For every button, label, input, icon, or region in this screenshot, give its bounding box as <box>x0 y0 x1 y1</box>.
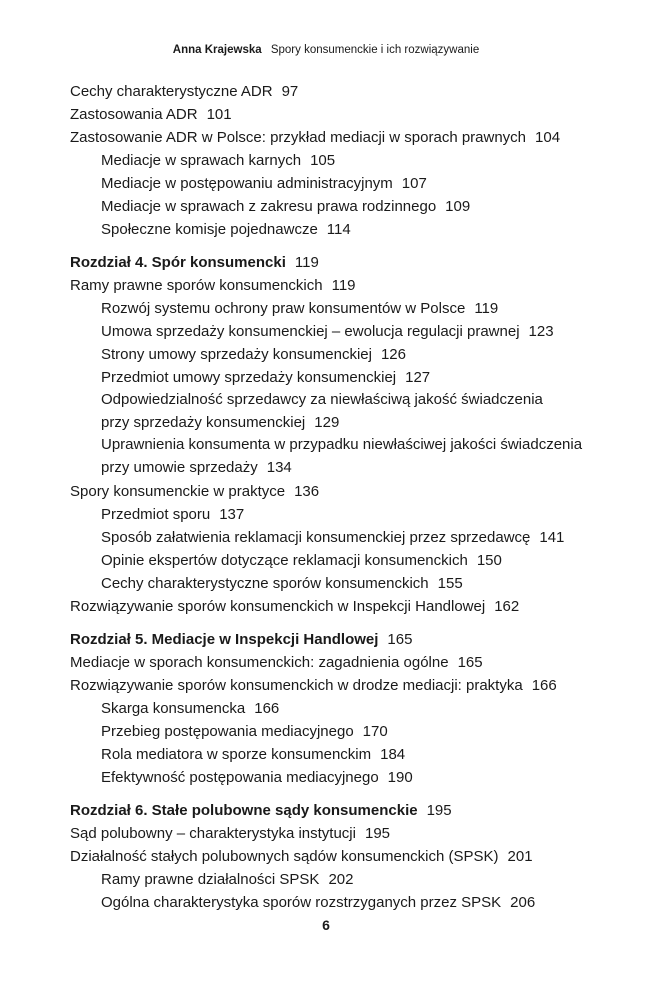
page-ref: 195 <box>364 824 391 842</box>
table-of-contents <box>70 80 630 914</box>
entry-title: Ogólna charakterystyka sporów rozstrzyganych przez SPSK <box>101 893 502 911</box>
toc-entry <box>70 366 630 389</box>
page-ref: 105 <box>310 152 336 169</box>
toc-entry <box>70 80 630 103</box>
chapter-title: Rozdział 4. Spór konsumencki <box>70 254 286 271</box>
page-ref: 114 <box>326 221 351 238</box>
toc-entry <box>70 195 630 218</box>
chapter-heading <box>70 628 630 651</box>
running-header <box>0 44 652 56</box>
page-ref: 202 <box>328 870 354 888</box>
page-ref: 166 <box>254 699 280 717</box>
toc-entry <box>70 595 630 618</box>
entry-title: Przedmiot umowy sprzedaży konsumenckiej <box>101 369 397 386</box>
page-ref: 170 <box>362 722 388 740</box>
entry-title: Przebieg postępowania mediacyjnego <box>101 722 354 740</box>
entry-title: Opinie ekspertów dotyczące reklamacji konsumenckich <box>101 551 468 569</box>
toc-entry <box>70 103 630 126</box>
entry-title: Społeczne komisje pojednawcze <box>101 221 318 238</box>
toc-entry <box>70 274 630 297</box>
page-ref: 101 <box>206 106 232 123</box>
entry-title: Mediacje w postępowaniu administracyjnym <box>101 175 393 192</box>
entry-title-continuation: przy umowie sprzedaży <box>101 459 258 477</box>
entry-title: Zastosowania ADR <box>70 106 198 123</box>
entry-title: Skarga konsumencka <box>101 699 246 717</box>
page-ref: 141 <box>539 528 565 546</box>
toc-entry-continuation <box>70 412 630 435</box>
page-ref: 119 <box>331 277 356 294</box>
page-ref: 195 <box>426 801 452 819</box>
toc-entry <box>70 389 630 412</box>
toc-entry <box>70 868 630 891</box>
page-ref: 126 <box>380 346 406 363</box>
toc-entry <box>70 572 630 595</box>
page-ref: 127 <box>405 369 431 386</box>
entry-title: Mediacje w sprawach karnych <box>101 152 302 169</box>
toc-entry <box>70 720 630 743</box>
toc-entry <box>70 343 630 366</box>
toc-entry <box>70 172 630 195</box>
header-author: Anna Krajewska <box>172 44 262 56</box>
chapter-heading <box>70 799 630 822</box>
chapter-title: Rozdział 6. Stałe polubowne sądy konsumenckie <box>70 801 418 819</box>
toc-entry <box>70 297 630 320</box>
entry-title: Rozwiązywanie sporów konsumenckich w Inspekcji Handlowej <box>70 597 486 615</box>
entry-title: Zastosowanie ADR w Polsce: przykład mediacji w sporach prawnych <box>70 129 527 146</box>
page-ref: 97 <box>281 83 299 100</box>
toc-entry <box>70 651 630 674</box>
entry-title-continuation: przy sprzedaży konsumenckiej <box>101 413 306 431</box>
entry-title: Cechy charakterystyczne sporów konsumenckich <box>101 574 429 592</box>
page-ref: 134 <box>266 459 292 477</box>
page-number: 6 <box>322 917 330 933</box>
entry-title: Cechy charakterystyczne ADR <box>70 83 273 100</box>
toc-entry <box>70 434 630 457</box>
entry-title: Ramy prawne działalności SPSK <box>101 870 320 888</box>
entry-title: Mediacje w sprawach z zakresu prawa rodzinnego <box>101 198 437 215</box>
page-ref: 155 <box>437 574 463 592</box>
toc-entry <box>70 126 630 149</box>
entry-title: Odpowiedzialność sprzedawcy za niewłaściwą jakość świadczenia <box>101 391 543 408</box>
page-ref: 165 <box>457 653 483 671</box>
page-ref: 119 <box>474 300 499 317</box>
toc-entry <box>70 320 630 343</box>
page-ref: 136 <box>294 482 320 500</box>
entry-title: Rozwiązywanie sporów konsumenckich w drodze mediacji: praktyka <box>70 676 523 694</box>
toc-entry <box>70 743 630 766</box>
toc-entry <box>70 526 630 549</box>
toc-entry-continuation <box>70 457 630 480</box>
page-ref: 206 <box>510 893 536 911</box>
toc-entry <box>70 766 630 789</box>
entry-title: Strony umowy sprzedaży konsumenckiej <box>101 346 372 363</box>
page-ref: 165 <box>387 630 413 648</box>
page-ref: 104 <box>535 129 561 146</box>
page-ref: 119 <box>294 254 319 271</box>
chapter-title: Rozdział 5. Mediacje w Inspekcji Handlowej <box>70 630 379 648</box>
page-ref: 129 <box>314 413 340 431</box>
toc-entry <box>70 822 630 845</box>
toc-entry <box>70 218 630 241</box>
entry-title: Sąd polubowny – charakterystyka instytucji <box>70 824 356 842</box>
header-title: Spory konsumenckie i ich rozwiązywanie <box>270 44 480 56</box>
entry-title: Sposób załatwienia reklamacji konsumenckiej przez sprzedawcę <box>101 528 531 546</box>
entry-title: Przedmiot sporu <box>101 505 211 523</box>
entry-title: Umowa sprzedaży konsumenckiej – ewolucja regulacji prawnej <box>101 323 520 340</box>
page-ref: 107 <box>401 175 427 192</box>
entry-title: Mediacje w sporach konsumenckich: zagadnienia ogólne <box>70 653 449 671</box>
page-ref: 184 <box>380 745 406 763</box>
entry-title: Działalność stałych polubownych sądów konsumenckich (SPSK) <box>70 847 499 865</box>
entry-title: Efektywność postępowania mediacyjnego <box>101 768 379 786</box>
toc-entry <box>70 549 630 572</box>
toc-entry <box>70 503 630 526</box>
page-ref: 162 <box>494 597 520 615</box>
toc-entry <box>70 845 630 868</box>
toc-entry <box>70 891 630 914</box>
page-ref: 123 <box>528 323 554 340</box>
entry-title: Rozwój systemu ochrony praw konsumentów w Polsce <box>101 300 466 317</box>
entry-title: Uprawnienia konsumenta w przypadku niewłaściwej jakości świadczenia <box>101 436 583 454</box>
page-ref: 109 <box>445 198 471 215</box>
toc-entry <box>70 149 630 172</box>
toc-entry <box>70 674 630 697</box>
chapter-heading <box>70 251 630 274</box>
toc-entry <box>70 697 630 720</box>
page-ref: 150 <box>476 551 502 569</box>
page-ref: 201 <box>507 847 533 865</box>
page-ref: 137 <box>219 505 245 523</box>
entry-title: Spory konsumenckie w praktyce <box>70 482 286 500</box>
page-ref: 190 <box>387 768 413 786</box>
page-ref: 166 <box>531 676 557 694</box>
entry-title: Ramy prawne sporów konsumenckich <box>70 277 323 294</box>
toc-entry <box>70 480 630 503</box>
entry-title: Rola mediatora w sporze konsumenckim <box>101 745 372 763</box>
